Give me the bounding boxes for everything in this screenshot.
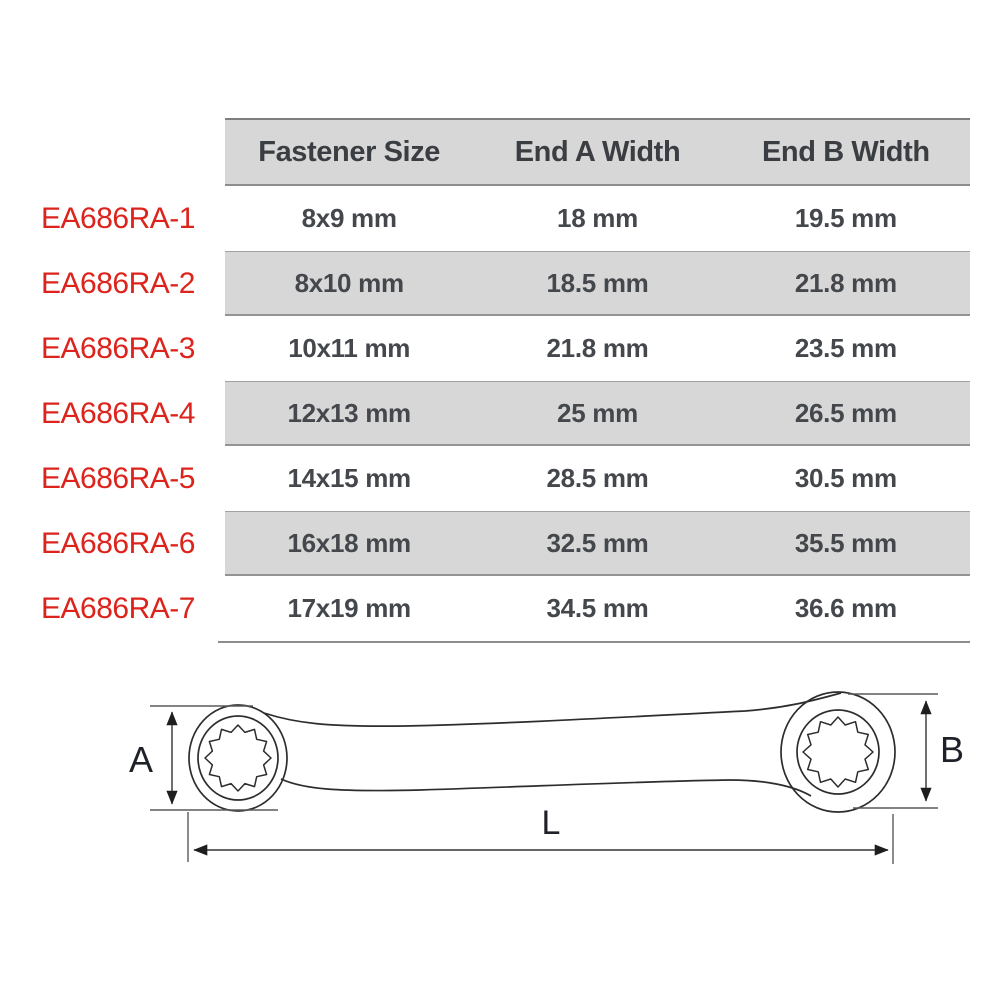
left-ring-inner <box>198 716 278 800</box>
cell-end-b-width: 21.8 mm <box>794 267 897 298</box>
cell-end-b-width: 35.5 mm <box>794 527 897 558</box>
cell-end-b-width: 23.5 mm <box>794 333 897 363</box>
cell-end-a-width: 32.5 mm <box>546 527 649 558</box>
cell-end-a-width: 21.8 mm <box>546 333 649 363</box>
cell-end-a-width: 25 mm <box>557 397 638 428</box>
shaft-bottom-edge <box>281 779 811 796</box>
cell-end-a-width: 18 mm <box>557 203 638 233</box>
cell-fastener-size: 8x10 mm <box>294 267 404 298</box>
dim-label-b: B <box>939 729 965 770</box>
cell-fastener-size: 14x15 mm <box>287 463 411 493</box>
cell-end-b-width: 36.6 mm <box>794 593 897 623</box>
wrench-outline <box>189 692 895 812</box>
model-label-3: EA686RA-3 <box>41 332 195 365</box>
model-label-7: EA686RA-7 <box>41 592 195 625</box>
dim-label-a: A <box>128 739 154 780</box>
right-ring-inner <box>797 710 879 794</box>
header-cell-fastener-size: Fastener Size <box>258 135 441 168</box>
model-label-6: EA686RA-6 <box>41 527 195 560</box>
dimension-l <box>188 804 893 864</box>
cell-fastener-size: 17x19 mm <box>287 593 411 623</box>
cell-fastener-size: 16x18 mm <box>287 527 411 558</box>
cell-end-a-width: 34.5 mm <box>546 593 649 623</box>
cell-end-b-width: 30.5 mm <box>794 463 897 493</box>
model-label-5: EA686RA-5 <box>41 462 195 495</box>
left-ring-outer <box>189 705 287 811</box>
left-ring-12pt-socket <box>205 725 271 791</box>
cell-fastener-size: 10x11 mm <box>288 333 411 363</box>
header-cell-end-a-width: End A Width <box>514 135 681 168</box>
dim-label-l: L <box>541 804 561 842</box>
dimension-b <box>848 694 964 808</box>
model-label-1: EA686RA-1 <box>41 202 195 235</box>
cell-fastener-size: 12x13 mm <box>287 397 411 428</box>
cell-end-b-width: 19.5 mm <box>794 203 897 233</box>
model-label-2: EA686RA-2 <box>41 267 195 300</box>
right-ring-12pt-socket <box>803 717 873 787</box>
model-label-4: EA686RA-4 <box>41 397 195 430</box>
cell-end-a-width: 18.5 mm <box>546 267 649 298</box>
cell-fastener-size: 8x9 mm <box>301 203 397 233</box>
cell-end-a-width: 28.5 mm <box>546 463 649 493</box>
shaft-top-edge <box>264 693 841 726</box>
cell-end-b-width: 26.5 mm <box>794 397 897 428</box>
header-cell-end-b-width: End B Width <box>761 135 930 168</box>
